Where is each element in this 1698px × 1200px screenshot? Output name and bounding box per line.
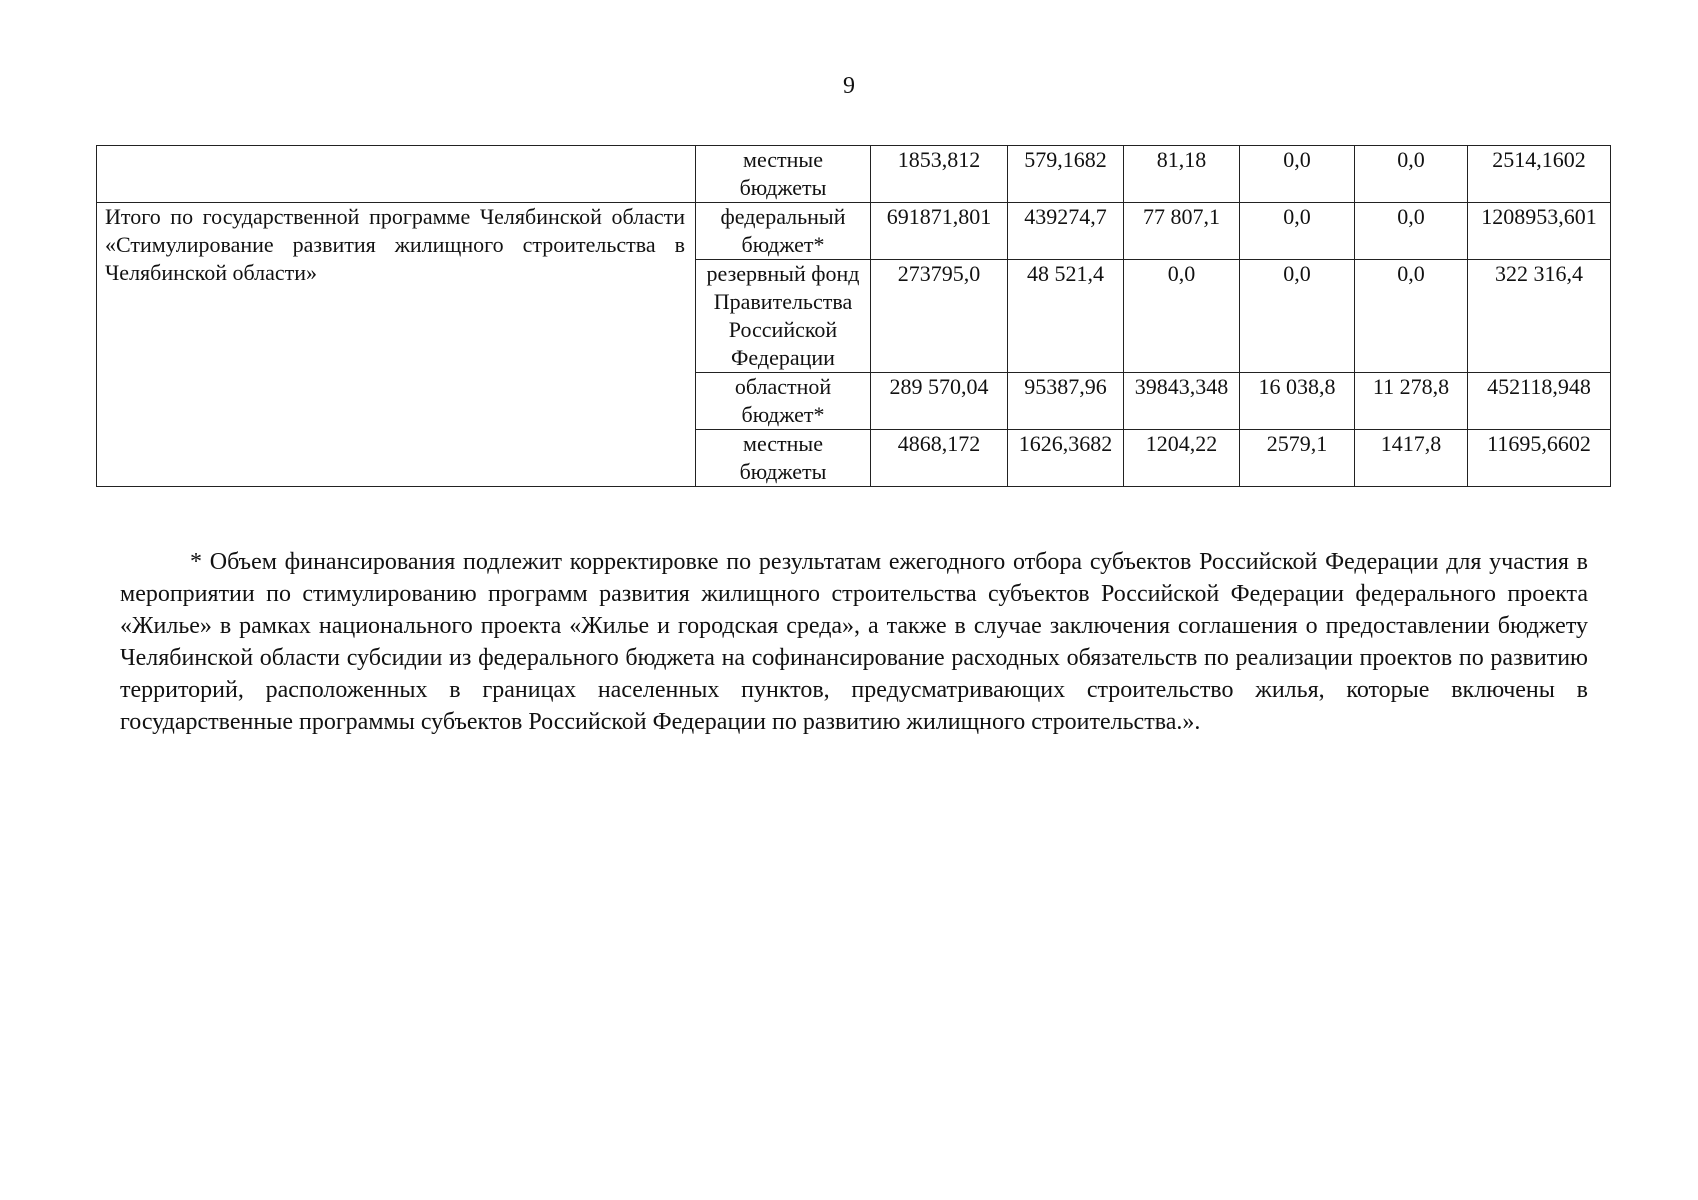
value-cell: 39843,348 <box>1124 373 1240 430</box>
funding-source-cell: местные бюджеты <box>696 146 871 203</box>
table-row <box>97 203 1611 260</box>
value-cell: 11 278,8 <box>1355 373 1468 430</box>
value-cell: 273795,0 <box>871 260 1008 373</box>
value-cell: 1853,812 <box>871 146 1008 203</box>
funding-source-cell: областной бюджет* <box>696 373 871 430</box>
funding-source-cell: федеральный бюджет* <box>696 203 871 260</box>
budget-table <box>96 145 1611 487</box>
value-cell: 2579,1 <box>1240 430 1355 487</box>
table-row <box>97 146 1611 203</box>
funding-source-cell: резервный фонд Правительства Российской Федерации <box>696 260 871 373</box>
value-cell: 16 038,8 <box>1240 373 1355 430</box>
value-cell: 48 521,4 <box>1008 260 1124 373</box>
page-number: 9 <box>843 73 855 99</box>
value-cell: 0,0 <box>1240 203 1355 260</box>
value-cell: 0,0 <box>1355 146 1468 203</box>
total-cell: 1208953,601 <box>1468 203 1611 260</box>
footnote: * Объем финансирования подлежит корректировке по результатам ежегодного отбора субъектов Российской Федерации для участия в мероприятии по стимулированию программ развития жилищного строительства субъектов Российской Федерации федерального проекта «Жилье» в рамках национального проекта «Жилье и городская среда», а также в случае заключения соглашения о предоставлении бюджету Челябинской области субсидии из федерального бюджета на софинансирование расходных обязательств по реализации проектов по развитию территорий, расположенных в границах населенных пунктов, предусматривающих строительство жилья, которые включены в государственные программы субъектов Российской Федерации по развитию жилищного строительства.». <box>120 549 1588 735</box>
value-cell: 289 570,04 <box>871 373 1008 430</box>
program-name-cell <box>97 146 696 203</box>
total-cell: 452118,948 <box>1468 373 1611 430</box>
value-cell: 0,0 <box>1240 260 1355 373</box>
value-cell: 1626,3682 <box>1008 430 1124 487</box>
value-cell: 1417,8 <box>1355 430 1468 487</box>
value-cell: 77 807,1 <box>1124 203 1240 260</box>
value-cell: 95387,96 <box>1008 373 1124 430</box>
value-cell: 0,0 <box>1240 146 1355 203</box>
program-name-cell: Итого по государственной программе Челябинской области «Стимулирование развития жилищного строительства в Челябинской области» <box>97 203 696 487</box>
value-cell: 1204,22 <box>1124 430 1240 487</box>
funding-source-cell: местные бюджеты <box>696 430 871 487</box>
value-cell: 439274,7 <box>1008 203 1124 260</box>
value-cell: 691871,801 <box>871 203 1008 260</box>
value-cell: 0,0 <box>1355 260 1468 373</box>
value-cell: 0,0 <box>1355 203 1468 260</box>
total-cell: 322 316,4 <box>1468 260 1611 373</box>
value-cell: 0,0 <box>1124 260 1240 373</box>
value-cell: 4868,172 <box>871 430 1008 487</box>
value-cell: 579,1682 <box>1008 146 1124 203</box>
value-cell: 81,18 <box>1124 146 1240 203</box>
total-cell: 11695,6602 <box>1468 430 1611 487</box>
total-cell: 2514,1602 <box>1468 146 1611 203</box>
